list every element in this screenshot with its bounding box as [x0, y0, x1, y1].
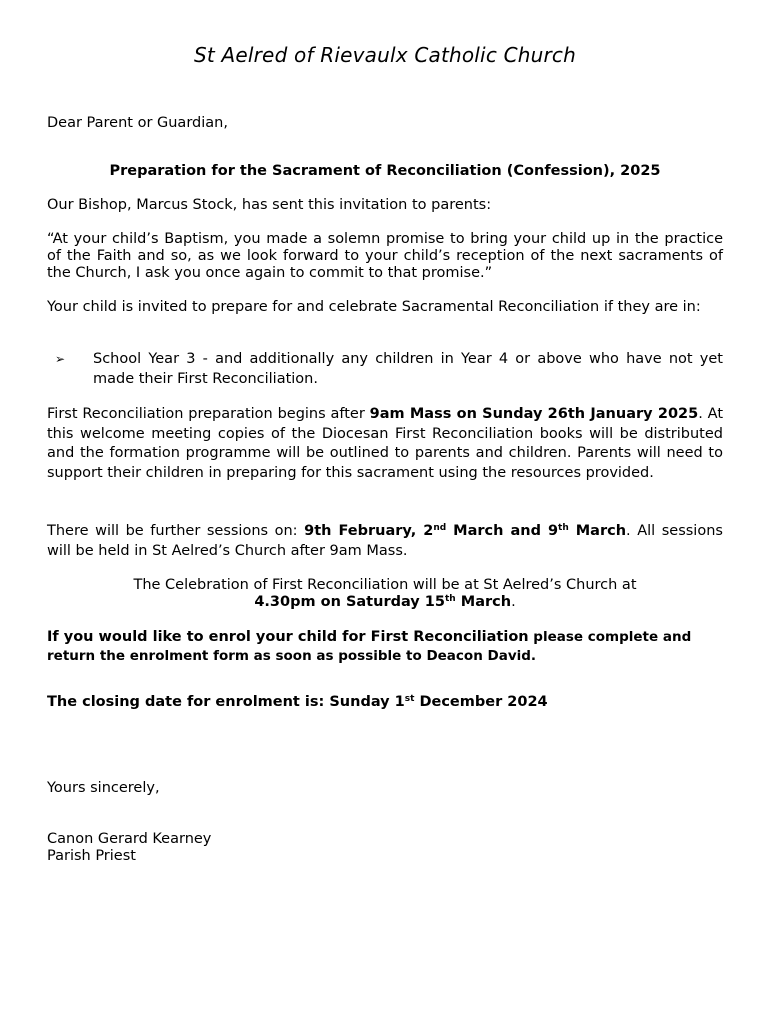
bullet-text: School Year 3 - and additionally any children in Year 4 or above who have not yet made their First Reconciliation. [93, 351, 723, 387]
signoff: Yours sincerely, [47, 780, 160, 796]
celebration-date-month: March [455, 594, 512, 610]
celebration-end: . [511, 594, 516, 610]
session-date-1-suffix: nd [433, 523, 447, 533]
prep-start-date: 9am Mass on Sunday 26th January 2025 [369, 406, 699, 422]
celebration-paragraph [47, 577, 723, 611]
sessions-lead: There will be further sessions on: [47, 523, 305, 539]
closing-date-month: December 2024 [414, 694, 548, 710]
letter-heading: Preparation for the Sacrament of Reconciliation (Confession), 2025 [109, 163, 661, 179]
arrow-bullet-icon: ➢ [55, 352, 66, 366]
celebration-line: The Celebration of First Reconciliation will be at St Aelred’s Church at [133, 577, 637, 593]
celebration-date-suffix: th [445, 594, 456, 604]
church-title: St Aelred of Rievaulx Catholic Church [194, 43, 576, 67]
sessions-rest: . All sessions will be held in St Aelred’s Church after 9am Mass. [47, 523, 723, 559]
closing-date-text: The closing date for enrolment is: Sunday 1 [47, 694, 405, 710]
preparation-paragraph [47, 405, 723, 483]
salutation: Dear Parent or Guardian, [47, 115, 228, 131]
closing-date [47, 694, 723, 711]
signer-title: Parish Priest [47, 848, 136, 864]
intro-paragraph: Our Bishop, Marcus Stock, has sent this invitation to parents: [47, 197, 492, 213]
session-date-1 [304, 523, 626, 539]
invitation-paragraph: Your child is invited to prepare for and celebrate Sacramental Reconciliation if they are in: [47, 299, 701, 315]
bishop-quote: “At your child’s Baptism, you made a solemn promise to bring your child up in the practice of the Faith and so, as we look forward to your child’s reception of the next sacraments of the Church, I ask you once again to commit to that promise.” [47, 231, 723, 281]
prep-lead: First Reconciliation preparation begins after [47, 406, 370, 422]
list-item [47, 349, 723, 389]
session-date-2-month: March [568, 523, 627, 539]
session-date-2-suffix: th [558, 523, 569, 533]
enrolment-lead: If you would like to enrol your child for First Reconciliation [47, 629, 529, 645]
celebration-date [254, 594, 511, 610]
enrolment-details: please complete and return the enrolment form as soon as possible to Deacon David. [47, 629, 692, 664]
session-date-2-text: March and 9 [446, 523, 559, 539]
sessions-paragraph [47, 521, 723, 561]
prep-details: . At this welcome meeting copies of the Diocesan First Reconciliation books will be distributed and the formation programme will be outlined to parents and children. Parents will need to support their children in preparing for this sacrament using the resources provided. [47, 406, 724, 481]
enrolment-instruction [47, 628, 723, 666]
signer-name: Canon Gerard Kearney [47, 831, 212, 847]
celebration-date-text: 4.30pm on Saturday 15 [254, 594, 445, 610]
session-date-1-text: 9th February, 2 [304, 523, 434, 539]
closing-date-suffix: st [404, 694, 415, 704]
